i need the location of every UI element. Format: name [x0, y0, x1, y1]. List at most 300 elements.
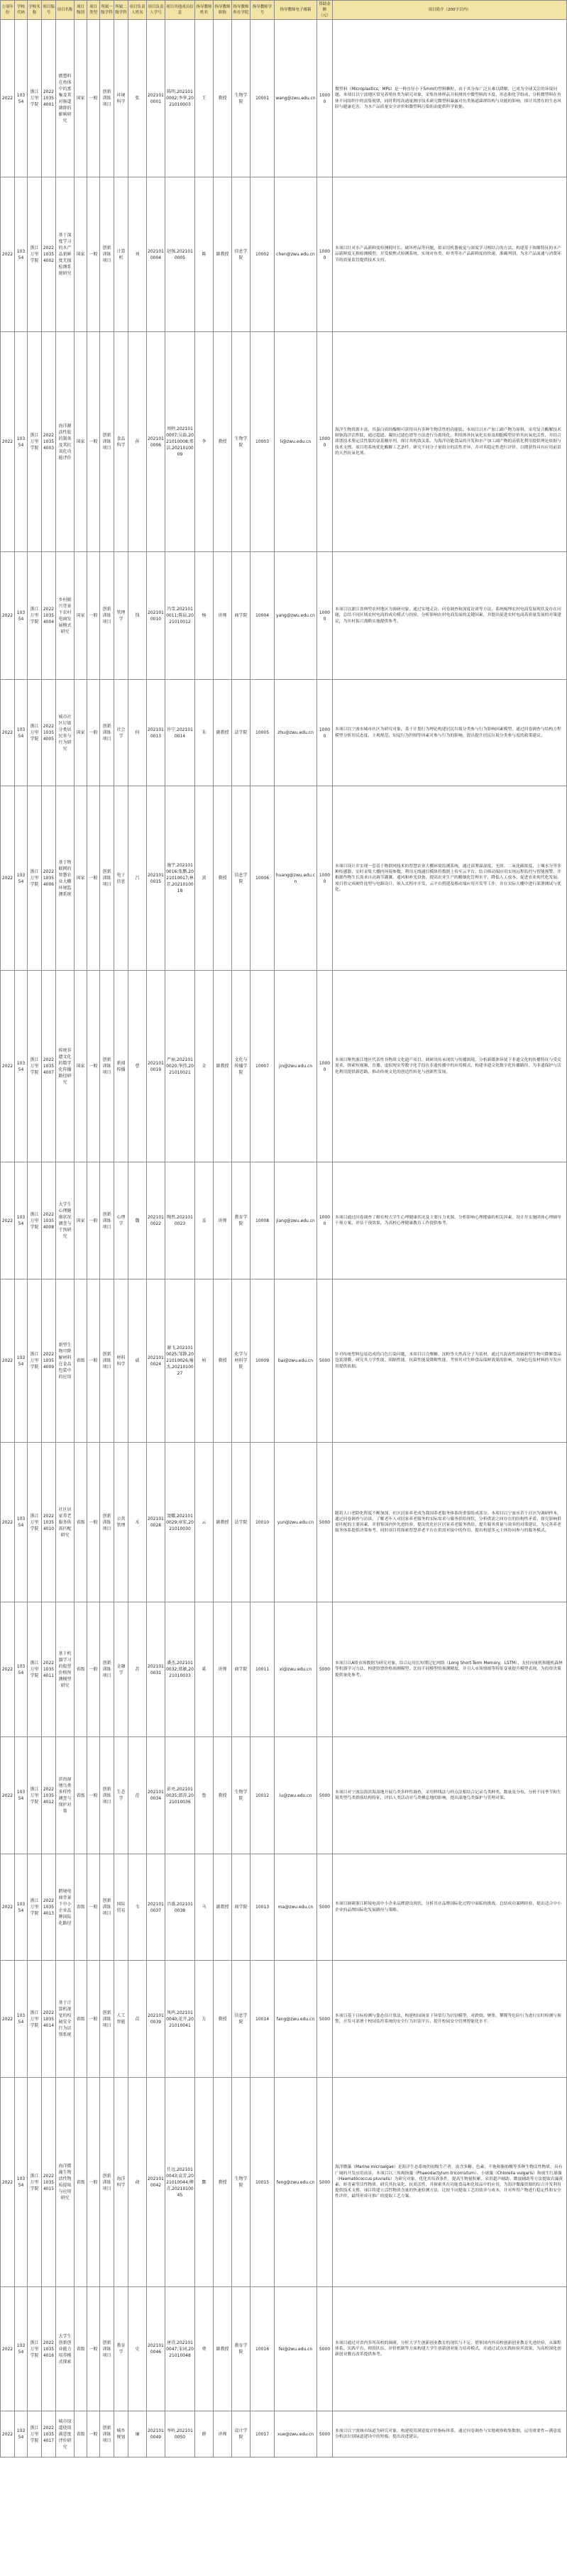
cell-cat1[interactable]: 创新训练项目: [100, 1854, 114, 1961]
cell-level[interactable]: 省级: [75, 1854, 87, 1961]
cell-year[interactable]: 2022: [1, 1854, 15, 1961]
cell-no[interactable]: 202210354002: [42, 177, 56, 332]
cell-teacher[interactable]: 杨: [195, 552, 214, 680]
cell-cat1[interactable]: 创新训练项目: [100, 1279, 114, 1443]
cell-email[interactable]: chen@zwu.edu.cn: [275, 177, 317, 332]
cell-year[interactable]: 2022: [1, 552, 15, 680]
cell-cat2[interactable]: 教育学: [114, 2287, 128, 2411]
cell-sid[interactable]: 2021010015: [147, 786, 165, 971]
cell-desc[interactable]: 海洋生物资源丰富，其蛋白质经酶解可获得具有多种生物活性的功能肽。本项目以水产加工副产物为原料，采用复合酶解技术制备海洋活性肽，通过超滤、凝胶过滤色谱等方法进行分离纯化，利用体外抗氧化实验及细胞模型评价其抗氧化活性，并结合质谱技术鉴定活性肽的氨基酸序列，探讨其构效关系，为海洋功能食品的开发和水产加工副产物的高值化利用提供理论依据与技术支撑。项目将系统优化酶解工艺条件，研究不同分子量组分的活性差异，并对其稳定性进行评价，以期获得具有应用前景的天然抗氧化剂。: [333, 332, 567, 552]
cell-sid[interactable]: 2021010001: [147, 20, 165, 177]
cell-email[interactable]: yang@zwu.edu.cn: [275, 552, 317, 680]
cell-year[interactable]: 2022: [1, 1162, 15, 1279]
cell-year[interactable]: 2022: [1, 177, 15, 332]
cell-college[interactable]: 商学院: [232, 1854, 251, 1961]
cell-cat2[interactable]: 城乡规划: [114, 2411, 128, 2457]
cell-code[interactable]: 10354: [15, 1961, 28, 2078]
cell-no[interactable]: 202210354008: [42, 1162, 56, 1279]
cell-school[interactable]: 浙江万里学院: [28, 1279, 42, 1443]
cell-code[interactable]: 10354: [15, 1279, 28, 1443]
cell-name[interactable]: 传统非遗文化的数字化传播路径研究: [56, 971, 75, 1162]
cell-members[interactable]: 赵强,2021010005: [165, 177, 195, 332]
cell-cat1[interactable]: 创新训练项目: [100, 786, 114, 971]
cell-code[interactable]: 10354: [15, 332, 28, 552]
cell-fund[interactable]: 10000: [317, 786, 333, 971]
cell-cat2[interactable]: 电子信息: [114, 786, 128, 971]
cell-title[interactable]: 副教授: [214, 680, 232, 786]
cell-tid[interactable]: 10008: [251, 1162, 275, 1279]
cell-school[interactable]: 浙江万里学院: [28, 1162, 42, 1279]
cell-desc[interactable]: 本项目设计并实现一套基于物联网技术的智慧农业大棚环境监测系统，通过部署温湿度、光照、二氧化碳浓度、土壤水分等多种传感器，实时采集大棚内环境参数，利用无线通信模块将数据上传至云平台，结合移动端应用实现远程监控与智能预警，并根据作物生长需求自动调节灌溉、通风和补光设备，提高农业生产的精细化管理水平，降低人工成本，促进农业现代化发展。项目将完成硬件选型与电路设计、嵌入式程序开发、云平台搭建及移动端应用开发等工作，并在实际大棚中进行部署测试与优化。: [333, 786, 567, 971]
cell-name[interactable]: 微塑料在鱼体中的富集及其对肠道菌群的影响研究: [56, 20, 75, 177]
cell-cat2[interactable]: 环境科学: [114, 20, 128, 177]
column-header[interactable]: 指导教师姓名: [195, 1, 214, 20]
cell-leader[interactable]: 张: [128, 20, 147, 177]
cell-school[interactable]: 浙江万里学院: [28, 2287, 42, 2411]
cell-cat2[interactable]: 金融学: [114, 1602, 128, 1737]
cell-members[interactable]: 严丽,2021010020;华伟,2021010021: [165, 971, 195, 1162]
cell-tid[interactable]: 10016: [251, 2287, 275, 2411]
cell-leader[interactable]: 钱: [128, 552, 147, 680]
cell-name[interactable]: 基于计算机视觉的校园安全行为识别系统: [56, 1961, 75, 2078]
cell-type[interactable]: 一般: [87, 20, 100, 177]
cell-teacher[interactable]: 薛: [195, 2411, 214, 2457]
cell-teacher[interactable]: 李: [195, 332, 214, 552]
cell-members[interactable]: 许宁,2021010014: [165, 680, 195, 786]
cell-leader[interactable]: 俞: [128, 2078, 147, 2287]
cell-level[interactable]: 省级: [75, 1961, 87, 2078]
cell-name[interactable]: 基于机器学习的股票价格预测模型研究: [56, 1602, 75, 1737]
cell-year[interactable]: 2022: [1, 1279, 15, 1443]
cell-leader[interactable]: 水: [128, 1443, 147, 1602]
cell-title[interactable]: 副教授: [214, 1443, 232, 1602]
cell-level[interactable]: 省级: [75, 1737, 87, 1854]
cell-no[interactable]: 202210354005: [42, 680, 56, 786]
cell-teacher[interactable]: 奚: [195, 1602, 214, 1737]
cell-no[interactable]: 202210354001: [42, 20, 56, 177]
cell-sid[interactable]: 2021010024: [147, 1279, 165, 1443]
cell-desc[interactable]: 海洋微藻（Marine microalgae）是海洋生态系统的初级生产者，富含多糖、色素、不饱和脂肪酸等多种生物活性物质，具有广阔的开发应用前景。本项目以三角褐指藻（Phaeodactylum tricornutum）、小球藻（Chlorella vulgaris）和雨生红球藻（Haematococcus pluvialis）为研究对象，优化其培养条件，提高生物量积累，采用超声辅助、微波辅助等方法提取岩藻黄素、虾青素等活性物质，研究其抗氧化、抗炎活性，并探索其在功能食品和化妆品中的应用，为海洋微藻资源的综合开发利用提供技术支撑。项目将建立活性物质含量的快速检测方法，比较不同提取工艺的效率与成本，并对所得产物进行稳定性和安全性评价，最终形成可推广的提取工艺方案。: [333, 2078, 567, 2287]
cell-title[interactable]: 教授: [214, 786, 232, 971]
cell-college[interactable]: 法学院: [232, 1443, 251, 1602]
cell-cat1[interactable]: 创新训练项目: [100, 680, 114, 786]
cell-name[interactable]: 跨境电商背景下中小企业品牌国际化路径: [56, 1854, 75, 1961]
cell-fund[interactable]: 10000: [317, 332, 333, 552]
cell-cat1[interactable]: 创新训练项目: [100, 971, 114, 1162]
cell-desc[interactable]: 针对传统塑料包装造成的白色污染问题，本项目以壳聚糖、淀粉等天然高分子为基材，通过共混改性制备新型生物可降解食品包装薄膜，研究其力学性能、阻隔性能、抗菌性能及降解性能，考察其对生鲜食品保鲜效果的影响，为绿色包装材料的开发应用提供依据。: [333, 1279, 567, 1443]
cell-level[interactable]: 国家: [75, 786, 87, 971]
cell-sid[interactable]: 2021010031: [147, 1602, 165, 1737]
cell-tid[interactable]: 10002: [251, 177, 275, 332]
cell-college[interactable]: 化学与材料学院: [232, 1279, 251, 1443]
cell-fund[interactable]: 5000: [317, 2078, 333, 2287]
cell-title[interactable]: 副教授: [214, 971, 232, 1162]
cell-title[interactable]: 教授: [214, 332, 232, 552]
cell-type[interactable]: 一般: [87, 1737, 100, 1854]
cell-desc[interactable]: 本项目基于目标检测与姿态估计算法，构建校园场景下异常行为识别模型，对跌倒、聚集、攀爬等危险行为进行实时检测与预警，开发可部署于校园监控系统的安全行为识别平台，提升校园安全管理智能化水平。: [333, 1961, 567, 2078]
cell-email[interactable]: bai@zwu.edu.cn: [275, 1279, 317, 1443]
cell-leader[interactable]: 孙: [128, 332, 147, 552]
cell-desc[interactable]: 本项目以宁波城市绿道为研究对象，构建使用满意度评价指标体系，通过问卷调查与实地观察收集数据，运用重要性—满意度分析法识别绿道建设中的短板，提出改进建议。: [333, 2411, 567, 2457]
cell-type[interactable]: 一般: [87, 1854, 100, 1961]
column-header[interactable]: 项目级别: [75, 1, 87, 20]
cell-name[interactable]: 基于物联网的智慧农业大棚环境监测系统: [56, 786, 75, 971]
cell-college[interactable]: 生物学院: [232, 1737, 251, 1854]
cell-teacher[interactable]: 马: [195, 1854, 214, 1961]
column-header[interactable]: 项目名称: [56, 1, 75, 20]
cell-fund[interactable]: 5000: [317, 1737, 333, 1854]
cell-type[interactable]: 一般: [87, 552, 100, 680]
cell-code[interactable]: 10354: [15, 2287, 28, 2411]
cell-cat2[interactable]: 国际贸易: [114, 1854, 128, 1961]
cell-title[interactable]: 副教授: [214, 177, 232, 332]
cell-teacher[interactable]: 陈: [195, 177, 214, 332]
cell-members[interactable]: 唐诗,2021010047;宋词,2021010048: [165, 2287, 195, 2411]
cell-teacher[interactable]: 酆: [195, 2078, 214, 2287]
cell-desc[interactable]: 微塑料（Microplastics，MPs）是一种直径小于5mm的塑料颗粒，由于其分布广泛且难以降解，已成为全球关注的环境问题。本项目以宁波地区常见养殖鱼类为研究对象，采集鱼体样品并检测其中微塑料的丰度、形态和化学组成，分析微塑料在鱼体不同组织中的富集规律，同时利用高通量测序技术研究微塑料暴露对鱼类肠道菌群结构与功能的影响，探讨其潜在的生态风险与健康危害，为水产品质量安全评价和微塑料污染防治提供科学依据。: [333, 20, 567, 177]
cell-desc[interactable]: 本项目以宁波市城市社区为研究对象，基于计划行为理论构建居民垃圾分类参与行为影响因素模型，通过问卷调查与结构方程模型分析居民态度、主观规范、知觉行为控制等因素对参与行为的影响，提出提升居民垃圾分类参与度的政策建议。: [333, 680, 567, 786]
cell-school[interactable]: 浙江万里学院: [28, 971, 42, 1162]
cell-fund[interactable]: 10000: [317, 971, 333, 1162]
cell-school[interactable]: 浙江万里学院: [28, 1602, 42, 1737]
cell-type[interactable]: 一般: [87, 2078, 100, 2287]
cell-leader[interactable]: 苏: [128, 1602, 147, 1737]
cell-level[interactable]: 国家: [75, 552, 87, 680]
cell-members[interactable]: 谢飞,2021010025;邹静,2021010026;喻杰,2021010027: [165, 1279, 195, 1443]
cell-level[interactable]: 省级: [75, 1443, 87, 1602]
cell-sid[interactable]: 2021010037: [147, 1854, 165, 1961]
cell-members[interactable]: 陶然,2021010023: [165, 1162, 195, 1279]
cell-fund[interactable]: 5000: [317, 1443, 333, 1602]
cell-no[interactable]: 202210354011: [42, 1602, 56, 1737]
cell-tid[interactable]: 10007: [251, 971, 275, 1162]
cell-no[interactable]: 202210354014: [42, 1961, 56, 2078]
cell-type[interactable]: 一般: [87, 1961, 100, 2078]
cell-no[interactable]: 202210354010: [42, 1443, 56, 1602]
cell-school[interactable]: 浙江万里学院: [28, 680, 42, 786]
cell-college[interactable]: 教育学院: [232, 1162, 251, 1279]
cell-teacher[interactable]: 费: [195, 2287, 214, 2411]
cell-code[interactable]: 10354: [15, 1854, 28, 1961]
cell-code[interactable]: 10354: [15, 177, 28, 332]
cell-fund[interactable]: 5000: [317, 1602, 333, 1737]
cell-members[interactable]: 凤鸣,2021010040;花开,2021010041: [165, 1961, 195, 2078]
cell-teacher[interactable]: 朱: [195, 680, 214, 786]
cell-code[interactable]: 10354: [15, 1602, 28, 1737]
cell-title[interactable]: 副教授: [214, 2287, 232, 2411]
cell-title[interactable]: 教授: [214, 1737, 232, 1854]
cell-tid[interactable]: 10014: [251, 1961, 275, 2078]
cell-cat1[interactable]: 创新训练项目: [100, 1961, 114, 2078]
cell-year[interactable]: 2022: [1, 1602, 15, 1737]
cell-fund[interactable]: 10000: [317, 552, 333, 680]
cell-level[interactable]: 省级: [75, 2078, 87, 2287]
cell-code[interactable]: 10354: [15, 20, 28, 177]
cell-teacher[interactable]: 金: [195, 971, 214, 1162]
cell-type[interactable]: 一般: [87, 1443, 100, 1602]
cell-college[interactable]: 设计学院: [232, 2411, 251, 2457]
cell-college[interactable]: 教育学院: [232, 2287, 251, 2411]
cell-sid[interactable]: 2021010022: [147, 1162, 165, 1279]
column-header[interactable]: 指导教师电子邮箱: [275, 1, 317, 20]
cell-cat1[interactable]: 创新训练项目: [100, 1162, 114, 1279]
cell-code[interactable]: 10354: [15, 552, 28, 680]
cell-no[interactable]: 202210354013: [42, 1854, 56, 1961]
cell-desc[interactable]: 本项目针对水产品新鲜度检测耗时长、破坏样品等问题，拟采用机器视觉与深度学习相结合的方法，构建基于图像特征的水产品新鲜度无损检测模型，开发便携式检测系统，实现对鱼类、虾类等水产品新鲜度的快速、准确判别，为水产品流通与消费环节的质量监管提供技术支持。: [333, 177, 567, 332]
cell-members[interactable]: 昌盛,2021010038: [165, 1854, 195, 1961]
cell-cat1[interactable]: 创新训练项目: [100, 552, 114, 680]
cell-desc[interactable]: 本项目以浙江省典型农村地区为调研对象，通过实地走访、问卷调查和深度访谈等方法，系统梳理农村电商发展现状及存在问题，总结不同区域农村电商的成功模式与经验，分析影响农村电商发展的关键因素，并提出促进农村电商高质量发展的对策建议，为乡村振兴战略实施提供参考。: [333, 552, 567, 680]
cell-code[interactable]: 10354: [15, 1162, 28, 1279]
cell-name[interactable]: 社区居家养老服务供需匹配研究: [56, 1443, 75, 1602]
cell-fund[interactable]: 10000: [317, 20, 333, 177]
cell-sid[interactable]: 2021010028: [147, 1443, 165, 1602]
cell-cat2[interactable]: 公共管理: [114, 1443, 128, 1602]
cell-desc[interactable]: 本项目通过对省内多所高校的调研，分析大学生创新创业教育的现状与不足，借鉴国内外高校创新创业教育先进经验，从课程体系、实践平台、师资队伍、评价机制等方面构建大学生创新创业能力培养模式，并通过试点实践检验其效果，为高校深化创新创业教育改革提供参考。: [333, 2287, 567, 2411]
cell-code[interactable]: 10354: [15, 786, 28, 971]
cell-desc[interactable]: 本项目通过问卷调查了解在校大学生心理健康状况及主要压力来源，分析影响心理健康的相关因素，设计并实施团体心理辅导干预方案，评估干预效果，为高校心理健康教育工作提供参考。: [333, 1162, 567, 1279]
cell-teacher[interactable]: 方: [195, 1961, 214, 2078]
column-header[interactable]: 指导教师学号: [251, 1, 275, 20]
cell-no[interactable]: 202210354007: [42, 971, 56, 1162]
cell-leader[interactable]: 魏: [128, 1162, 147, 1279]
cell-code[interactable]: 10354: [15, 1443, 28, 1602]
cell-college[interactable]: 信息学院: [232, 177, 251, 332]
cell-type[interactable]: 一般: [87, 786, 100, 971]
cell-code[interactable]: 10354: [15, 2411, 28, 2457]
cell-year[interactable]: 2022: [1, 332, 15, 552]
cell-fund[interactable]: 5000: [317, 2287, 333, 2411]
cell-members[interactable]: 周婷,2021010007;吴磊,2021010008;郑洁,2021010009: [165, 332, 195, 552]
cell-tid[interactable]: 10004: [251, 552, 275, 680]
cell-cat2[interactable]: 新闻传播: [114, 971, 128, 1162]
cell-leader[interactable]: 廉: [128, 2411, 147, 2457]
cell-sid[interactable]: 2021010010: [147, 552, 165, 680]
cell-tid[interactable]: 10013: [251, 1854, 275, 1961]
cell-year[interactable]: 2022: [1, 20, 15, 177]
cell-cat1[interactable]: 创新训练项目: [100, 1443, 114, 1602]
cell-teacher[interactable]: 王: [195, 20, 214, 177]
cell-members[interactable]: 施宇,2021010016;张鹏,2021010017;林芳,2021010018: [165, 786, 195, 971]
cell-school[interactable]: 浙江万里学院: [28, 1854, 42, 1961]
cell-leader[interactable]: 曹: [128, 971, 147, 1162]
cell-sid[interactable]: 2021010034: [147, 1737, 165, 1854]
cell-level[interactable]: 省级: [75, 1279, 87, 1443]
cell-email[interactable]: feng@zwu.edu.cn: [275, 2078, 317, 2287]
cell-title[interactable]: 讲师: [214, 552, 232, 680]
cell-email[interactable]: xue@zwu.edu.cn: [275, 2411, 317, 2457]
cell-tid[interactable]: 10003: [251, 332, 275, 552]
cell-year[interactable]: 2022: [1, 680, 15, 786]
cell-leader[interactable]: 韦: [128, 1854, 147, 1961]
cell-cat2[interactable]: 材料科学: [114, 1279, 128, 1443]
cell-cat2[interactable]: 心理学: [114, 1162, 128, 1279]
column-header[interactable]: 指导教师所在学院: [232, 1, 251, 20]
cell-title[interactable]: 教授: [214, 20, 232, 177]
cell-year[interactable]: 2022: [1, 786, 15, 971]
cell-name[interactable]: 乡村振兴背景下农村电商发展模式研究: [56, 552, 75, 680]
cell-name[interactable]: 基于深度学习的水产品新鲜度无损检测系统研究: [56, 177, 75, 332]
cell-college[interactable]: 文化与传播学院: [232, 971, 251, 1162]
cell-school[interactable]: 浙江万里学院: [28, 552, 42, 680]
cell-type[interactable]: 一般: [87, 332, 100, 552]
cell-year[interactable]: 2022: [1, 1737, 15, 1854]
cell-cat1[interactable]: 创新训练项目: [100, 332, 114, 552]
cell-teacher[interactable]: 云: [195, 1443, 214, 1602]
cell-cat1[interactable]: 创新训练项目: [100, 20, 114, 177]
cell-level[interactable]: 省级: [75, 2411, 87, 2457]
column-header[interactable]: 项目简介（200字以内）: [333, 1, 567, 20]
cell-level[interactable]: 省级: [75, 1602, 87, 1737]
cell-email[interactable]: xi@zwu.edu.cn: [275, 1602, 317, 1737]
cell-college[interactable]: 商学院: [232, 552, 251, 680]
cell-level[interactable]: 国家: [75, 177, 87, 332]
cell-year[interactable]: 2022: [1, 1961, 15, 2078]
cell-college[interactable]: 生物学院: [232, 2078, 251, 2287]
cell-sid[interactable]: 2021010046: [147, 2287, 165, 2411]
cell-school[interactable]: 浙江万里学院: [28, 332, 42, 552]
cell-school[interactable]: 浙江万里学院: [28, 1443, 42, 1602]
cell-members[interactable]: 陈明,2021010002;李华,2021010003: [165, 20, 195, 177]
cell-sid[interactable]: 2021010006: [147, 332, 165, 552]
cell-title[interactable]: 教授: [214, 1279, 232, 1443]
column-header[interactable]: 项目负责人学号: [147, 1, 165, 20]
cell-cat2[interactable]: 计算机: [114, 177, 128, 332]
cell-leader[interactable]: 刘: [128, 177, 147, 332]
cell-type[interactable]: 一般: [87, 971, 100, 1162]
cell-desc[interactable]: 本项目对宁波沿海滨海湿地开展鸟类多样性调查，采用样线法与样点法相结合记录鸟类种类、数量及分布，分析不同季节和生境类型鸟类群落结构特征，评估人类活动对鸟类栖息地的影响，提出湿地鸟类保护与管理对策。: [333, 1737, 567, 1854]
cell-college[interactable]: 信息学院: [232, 786, 251, 971]
cell-level[interactable]: 国家: [75, 971, 87, 1162]
cell-email[interactable]: lu@zwu.edu.cn: [275, 1737, 317, 1854]
cell-teacher[interactable]: 鲁: [195, 1737, 214, 1854]
cell-sid[interactable]: 2021010019: [147, 971, 165, 1162]
cell-leader[interactable]: 苗: [128, 1961, 147, 2078]
cell-sid[interactable]: 2021010013: [147, 680, 165, 786]
cell-name[interactable]: 滨海湿地鸟类多样性调查与保护对策: [56, 1737, 75, 1854]
cell-level[interactable]: 国家: [75, 20, 87, 177]
cell-code[interactable]: 10354: [15, 2078, 28, 2287]
column-header[interactable]: 指导教师职称: [214, 1, 232, 20]
cell-fund[interactable]: 10000: [317, 177, 333, 332]
cell-tid[interactable]: 10015: [251, 2078, 275, 2287]
cell-members[interactable]: 岑岭,2021010050: [165, 2411, 195, 2457]
cell-fund[interactable]: 5000: [317, 2411, 333, 2457]
cell-level[interactable]: 省级: [75, 2287, 87, 2411]
cell-name[interactable]: 新型生物可降解材料在食品包装中的应用: [56, 1279, 75, 1443]
cell-fund[interactable]: 10000: [317, 680, 333, 786]
cell-tid[interactable]: 10010: [251, 1443, 275, 1602]
cell-members[interactable]: 任远,2021010043;袁芳,2021010044;柳青,2021010045: [165, 2078, 195, 2287]
cell-cat1[interactable]: 创新训练项目: [100, 177, 114, 332]
cell-no[interactable]: 202210354006: [42, 786, 56, 971]
column-header[interactable]: 立项年份: [1, 1, 15, 20]
cell-cat2[interactable]: 社会学: [114, 680, 128, 786]
cell-sid[interactable]: 2021010042: [147, 2078, 165, 2287]
cell-sid[interactable]: 2021010049: [147, 2411, 165, 2457]
cell-type[interactable]: 一般: [87, 177, 100, 332]
cell-type[interactable]: 一般: [87, 680, 100, 786]
column-header[interactable]: 所属一级学科: [100, 1, 114, 20]
cell-members[interactable]: 窦娜,2021010029;章宏,2021010030: [165, 1443, 195, 1602]
cell-tid[interactable]: 10009: [251, 1279, 275, 1443]
cell-no[interactable]: 202210354016: [42, 2287, 56, 2411]
cell-title[interactable]: 讲师: [214, 1162, 232, 1279]
cell-cat2[interactable]: 食品科学: [114, 332, 128, 552]
cell-tid[interactable]: 10005: [251, 680, 275, 786]
cell-name[interactable]: 大学生创新创业能力培养模式探索: [56, 2287, 75, 2411]
cell-year[interactable]: 2022: [1, 2411, 15, 2457]
cell-code[interactable]: 10354: [15, 971, 28, 1162]
column-header[interactable]: 项目负责人姓名: [128, 1, 147, 20]
cell-name[interactable]: 城市社区垃圾分类居民参与行为研究: [56, 680, 75, 786]
cell-school[interactable]: 浙江万里学院: [28, 2411, 42, 2457]
cell-college[interactable]: 商学院: [232, 1602, 251, 1737]
cell-teacher[interactable]: 姜: [195, 1162, 214, 1279]
cell-email[interactable]: wang@zwu.edu.cn: [275, 20, 317, 177]
cell-fund[interactable]: 5000: [317, 1279, 333, 1443]
column-header[interactable]: 资助金额（元）: [317, 1, 333, 20]
cell-type[interactable]: 一般: [87, 1279, 100, 1443]
cell-cat1[interactable]: 创新训练项目: [100, 1602, 114, 1737]
cell-email[interactable]: fang@zwu.edu.cn: [275, 1961, 317, 2078]
cell-school[interactable]: 浙江万里学院: [28, 2078, 42, 2287]
cell-title[interactable]: 讲师: [214, 1602, 232, 1737]
cell-name[interactable]: 海洋微藻生物活性物质提取与应用研究: [56, 2078, 75, 2287]
cell-type[interactable]: 一般: [87, 1162, 100, 1279]
cell-title[interactable]: 教授: [214, 2078, 232, 2287]
cell-cat1[interactable]: 创新训练项目: [100, 2411, 114, 2457]
cell-desc[interactable]: 随着人口老龄化程度不断加深，社区居家养老成为我国养老服务体系的重要组成部分。本项目以宁波市若干社区为调研样本，通过问卷调查与访谈，了解老年人对居家养老服务的实际需求与服务供给现状，分析供需之间存在的结构性矛盾，探究影响供需匹配的主要因素，并借鉴国内外先进经验，提出优化社区居家养老服务供给、提升服务质量与效率的对策建议，为完善养老服务体系提供决策参考。同时项目将探索智慧养老平台在供需对接中的作用，提出构建多元主体协同参与的服务模式。: [333, 1443, 567, 1602]
cell-leader[interactable]: 何: [128, 680, 147, 786]
cell-cat2[interactable]: 人工智能: [114, 1961, 128, 2078]
cell-year[interactable]: 2022: [1, 2287, 15, 2411]
cell-sid[interactable]: 2021010039: [147, 1961, 165, 2078]
cell-email[interactable]: yun@zwu.edu.cn: [275, 1443, 317, 1602]
cell-college[interactable]: 生物学院: [232, 20, 251, 177]
cell-level[interactable]: 国家: [75, 332, 87, 552]
cell-tid[interactable]: 10006: [251, 786, 275, 971]
cell-no[interactable]: 202210354017: [42, 2411, 56, 2457]
cell-no[interactable]: 202210354012: [42, 1737, 56, 1854]
cell-email[interactable]: huang@zwu.edu.cn: [275, 786, 317, 971]
cell-school[interactable]: 浙江万里学院: [28, 20, 42, 177]
cell-tid[interactable]: 10012: [251, 1737, 275, 1854]
cell-teacher[interactable]: 柏: [195, 1279, 214, 1443]
cell-code[interactable]: 10354: [15, 680, 28, 786]
cell-college[interactable]: 信息学院: [232, 1961, 251, 2078]
cell-year[interactable]: 2022: [1, 2078, 15, 2287]
cell-name[interactable]: 海洋源活性肽的制备及其抗氧化功能评价: [56, 332, 75, 552]
cell-desc[interactable]: 本项目聚焦浙江地区代表性非物质文化遗产项目，调研其传承现状与传播困境，分析新媒体环境下非遗文化的传播特征与受众需求，探索短视频、直播、虚拟现实等数字化手段在非遗传播中的应用模式，构建非遗文化数字化传播路径，为非遗保护与活化利用提供新思路，推动传统文化的创造性转化与创新性发展。: [333, 971, 567, 1162]
column-header[interactable]: 项目类型: [87, 1, 100, 20]
cell-code[interactable]: 10354: [15, 1737, 28, 1854]
cell-tid[interactable]: 10017: [251, 2411, 275, 2457]
cell-no[interactable]: 202210354004: [42, 552, 56, 680]
cell-leader[interactable]: 史: [128, 2287, 147, 2411]
cell-desc[interactable]: 本项目以A股市场数据为研究对象，综合运用长短期记忆网络（Long Short-Term Memory，LSTM）、支持向量机和随机森林等机器学习方法，构建股票价格预测模型，比较不同模型的预测精度，并引入市场情绪等特征变量提升模型表现，为投资决策提供量化参考。: [333, 1602, 567, 1737]
cell-type[interactable]: 一般: [87, 2287, 100, 2411]
cell-fund[interactable]: 10000: [317, 1162, 333, 1279]
column-header[interactable]: 学校代码: [15, 1, 28, 20]
cell-year[interactable]: 2022: [1, 1443, 15, 1602]
cell-desc[interactable]: 本项目调研浙江跨境电商中小企业品牌建设现状，分析其在品牌国际化过程中面临的挑战，总结成功案例经验，提出适合中小企业的品牌国际化发展路径与策略。: [333, 1854, 567, 1961]
cell-no[interactable]: 202210354003: [42, 332, 56, 552]
cell-type[interactable]: 一般: [87, 1602, 100, 1737]
cell-college[interactable]: 法学院: [232, 680, 251, 786]
cell-level[interactable]: 国家: [75, 680, 87, 786]
column-header[interactable]: 所属二级学科: [114, 1, 128, 20]
